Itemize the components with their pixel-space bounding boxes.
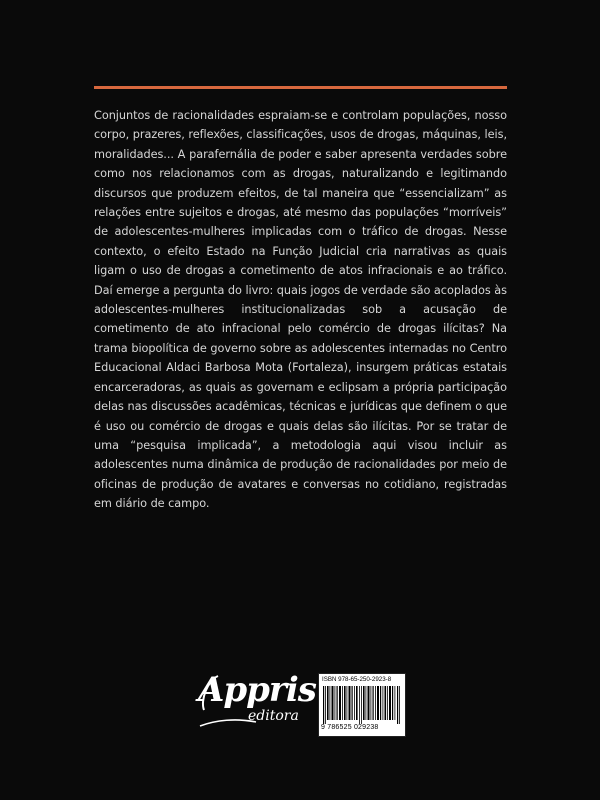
accent-rule: [94, 86, 507, 89]
barcode-number: 9 786525 029238: [321, 724, 379, 731]
publisher-logo-sub: editora: [248, 708, 299, 724]
back-cover-blurb: Conjuntos de racionalidades espraiam-se e controlam populações, nosso corpo, prazeres, reflexões, classificações, usos de drogas, máquinas, leis, moralidades... A parafernália de poder e saber apresenta verdades sobre como nos relacionamos com as drogas, naturalizando e legitimando discursos que produzem efeitos, de tal maneira que “essencializam” as relações entre sujeitos e drogas, até mesmo das populações “morríveis” de adolescentes-mulheres implicadas com o tráfico de drogas. Nesse contexto, o efeito Estado na Função Judicial cria narrativas as quais ligam o uso de drogas a cometimento de atos infracionais e ao tráfico. Daí emerge a pergunta do livro: quais jogos de verdade são acoplados às adolescentes-mulheres institucionalizadas sob a acusação de cometimento de ato infracional pelo comércio de drogas ilícitas? Na trama biopolítica de governo sobre as adolescentes internadas no Centro Educacional Aldaci Barbosa Mota (Fortaleza), insurgem práticas estatais encarceradoras, as quais as governam e eclipsam a própria participação delas nas discussões acadêmicas, técnicas e jurídicas que definem o que é uso ou comércio de drogas e quais delas são ilícitas. Por se tratar de uma “pesquisa implicada”, a metodologia aqui visou incluir as adolescentes numa dinâmica de produção de racionalidades por meio de oficinas de produção de avatares e conversas no cotidiano, registradas em diário de campo.: [94, 109, 507, 511]
publisher-logo-word: Appris: [198, 670, 316, 710]
barcode-bars-icon: [323, 686, 401, 724]
isbn-barcode: [318, 673, 406, 737]
publisher-logo: [196, 670, 316, 732]
isbn-label: ISBN 978-65-250-2923-8: [322, 676, 392, 683]
